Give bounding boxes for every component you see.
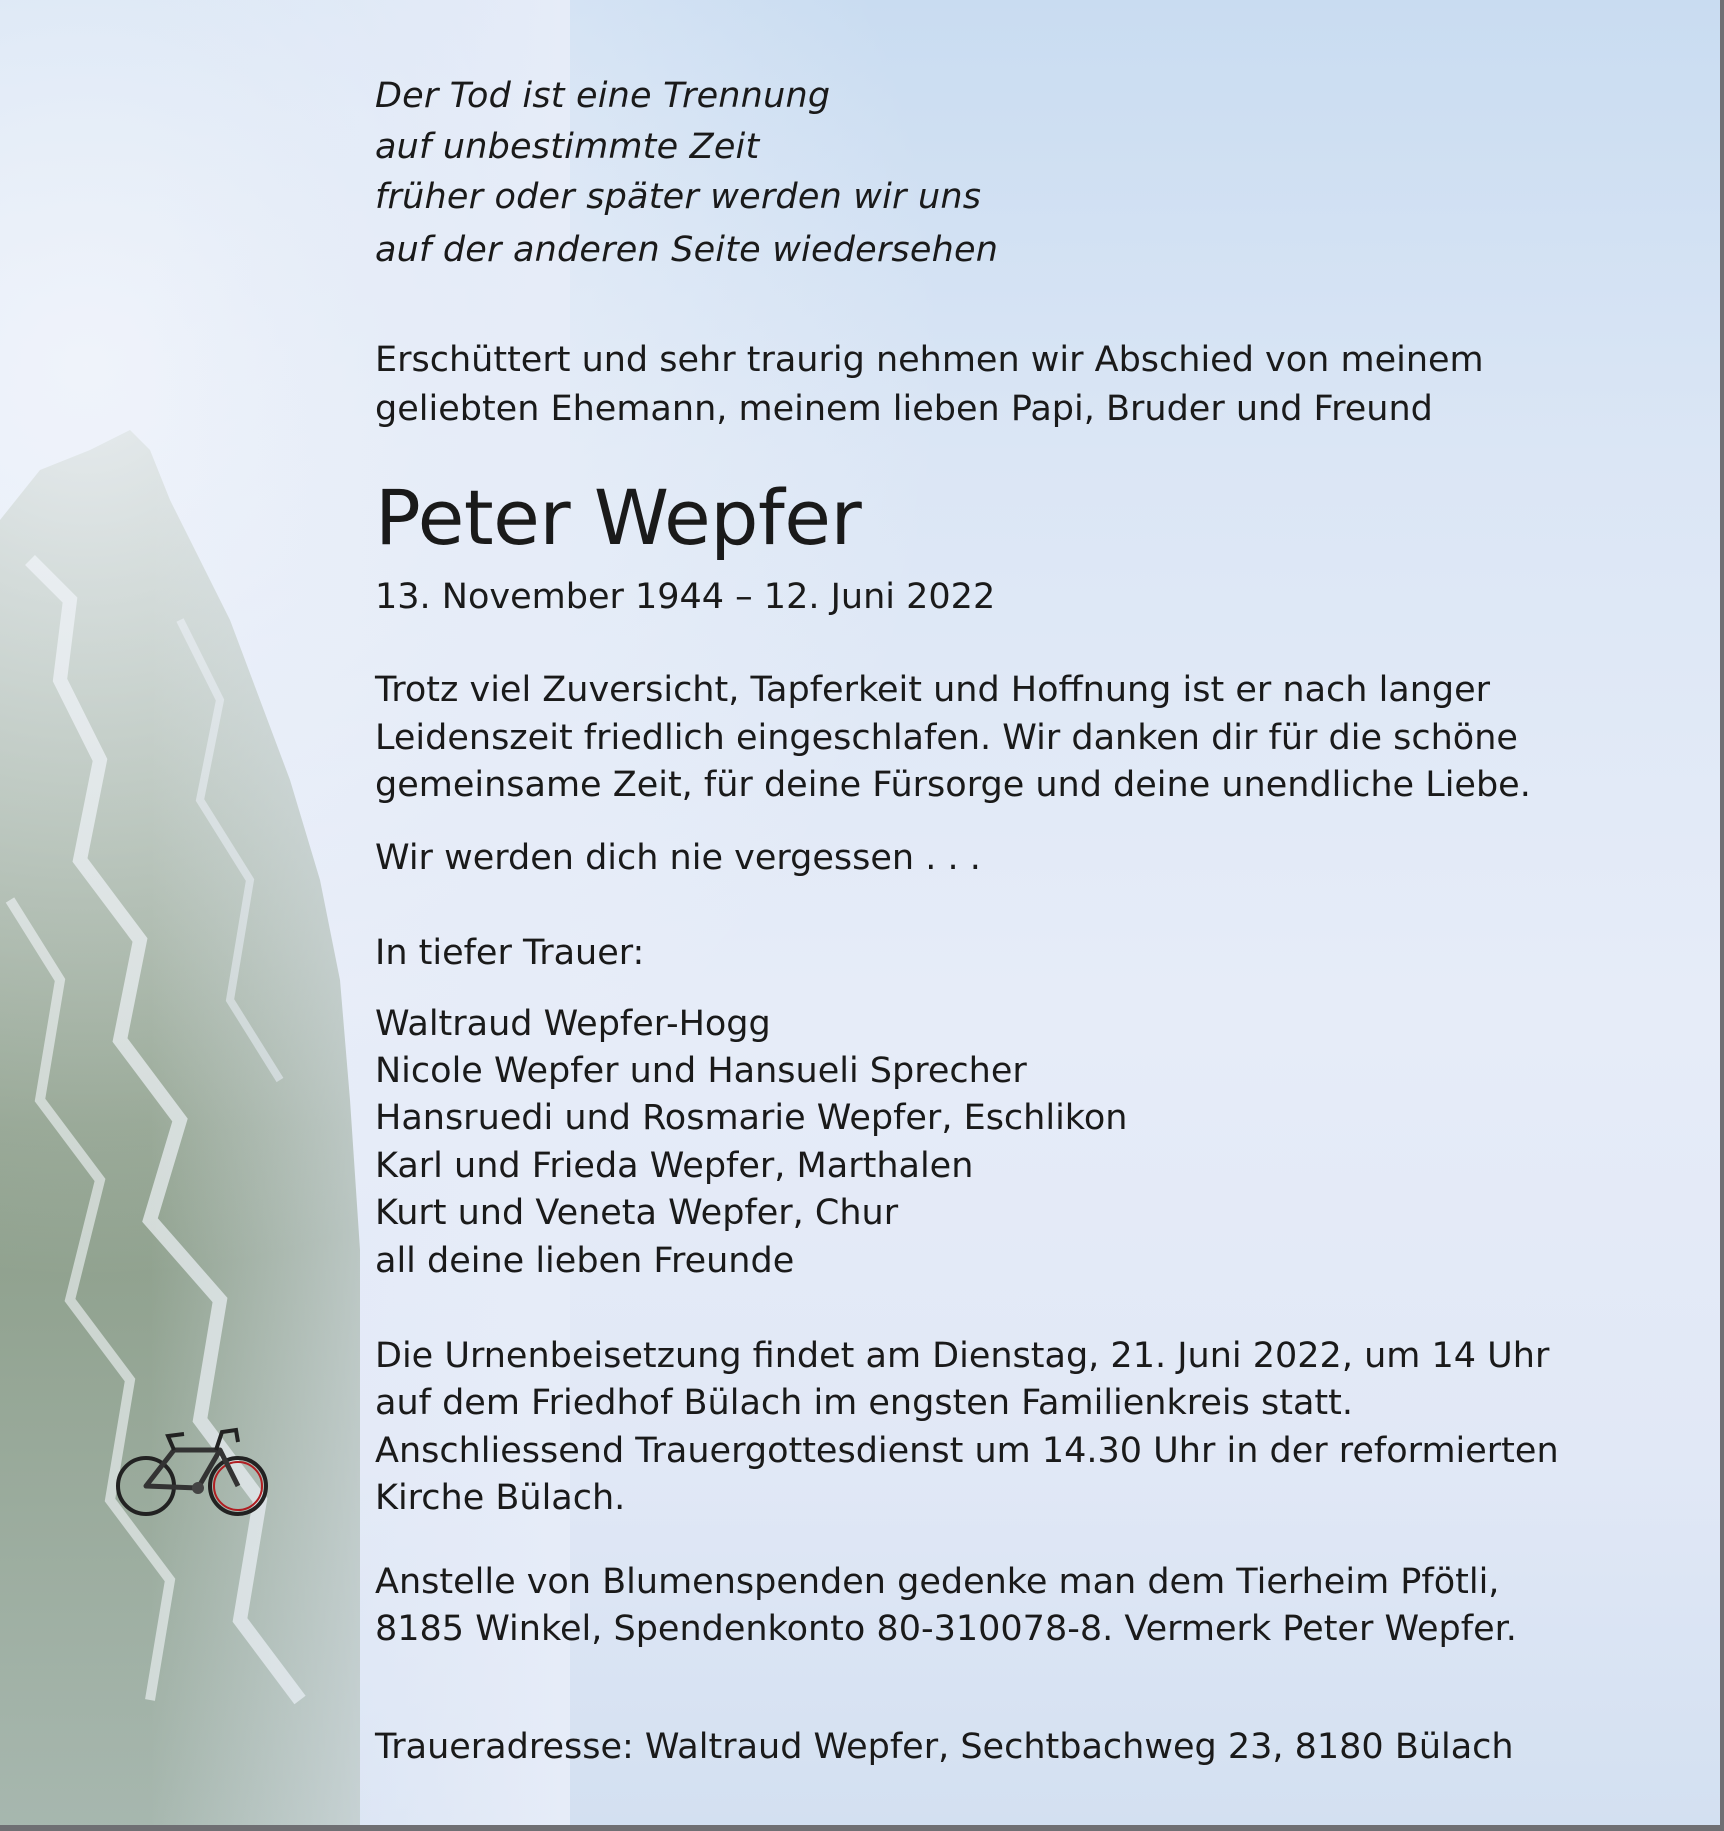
mourner-1: Waltraud Wepfer-Hogg [375,1004,771,1044]
mourner-5: Kurt und Veneta Wepfer, Chur [375,1193,899,1233]
bicycle-icon [112,1410,272,1520]
poem-line-2: auf unbestimmte Zeit [375,127,760,167]
intro-line-1: Erschüttert und sehr traurig nehmen wir Abschied von meinem [375,340,1484,380]
ceremony-line-3: Anschliessend Trauergottesdienst um 14.30 Uhr in der reformierten [375,1431,1559,1471]
donation-line-1: Anstelle von Blumenspenden gedenke man dem Tierheim Pfötli, [375,1562,1500,1602]
mourner-4: Karl und Frieda Wepfer, Marthalen [375,1146,974,1186]
mourner-6: all deine lieben Freunde [375,1241,795,1281]
mourning-heading: In tiefer Trauer: [375,933,645,973]
mourning-address: Traueradresse: Waltraud Wepfer, Sechtbachweg 23, 8180 Bülach [375,1727,1514,1767]
poem-line-3: früher oder später werden wir uns [375,177,982,217]
mourner-2: Nicole Wepfer und Hansueli Sprecher [375,1051,1027,1091]
poem-line-4: auf der anderen Seite wiedersehen [375,230,999,270]
life-dates: 13. November 1944 – 12. Juni 2022 [375,577,996,617]
ceremony-line-4: Kirche Bülach. [375,1478,626,1518]
deceased-name: Peter Wepfer [375,473,862,562]
ceremony-line-2: auf dem Friedhof Bülach im engsten Familienkreis statt. [375,1383,1353,1423]
ceremony-line-1: Die Urnenbeisetzung findet am Dienstag, 21. Juni 2022, um 14 Uhr [375,1336,1550,1376]
poem-line-1: Der Tod ist eine Trennung [375,76,831,116]
intro-line-2: geliebten Ehemann, meinem lieben Papi, Bruder und Freund [375,389,1433,429]
mourner-3: Hansruedi und Rosmarie Wepfer, Eschlikon [375,1098,1128,1138]
tribute-line-3: gemeinsame Zeit, für deine Fürsorge und deine unendliche Liebe. [375,765,1531,805]
tribute-line-1: Trotz viel Zuversicht, Tapferkeit und Hoffnung ist er nach langer [375,670,1491,710]
never-forget-line: Wir werden dich nie vergessen . . . [375,838,981,878]
tribute-line-2: Leidenszeit friedlich eingeschlafen. Wir danken dir für die schöne [375,718,1518,758]
donation-line-2: 8185 Winkel, Spendenkonto 80-310078-8. Vermerk Peter Wepfer. [375,1609,1517,1649]
